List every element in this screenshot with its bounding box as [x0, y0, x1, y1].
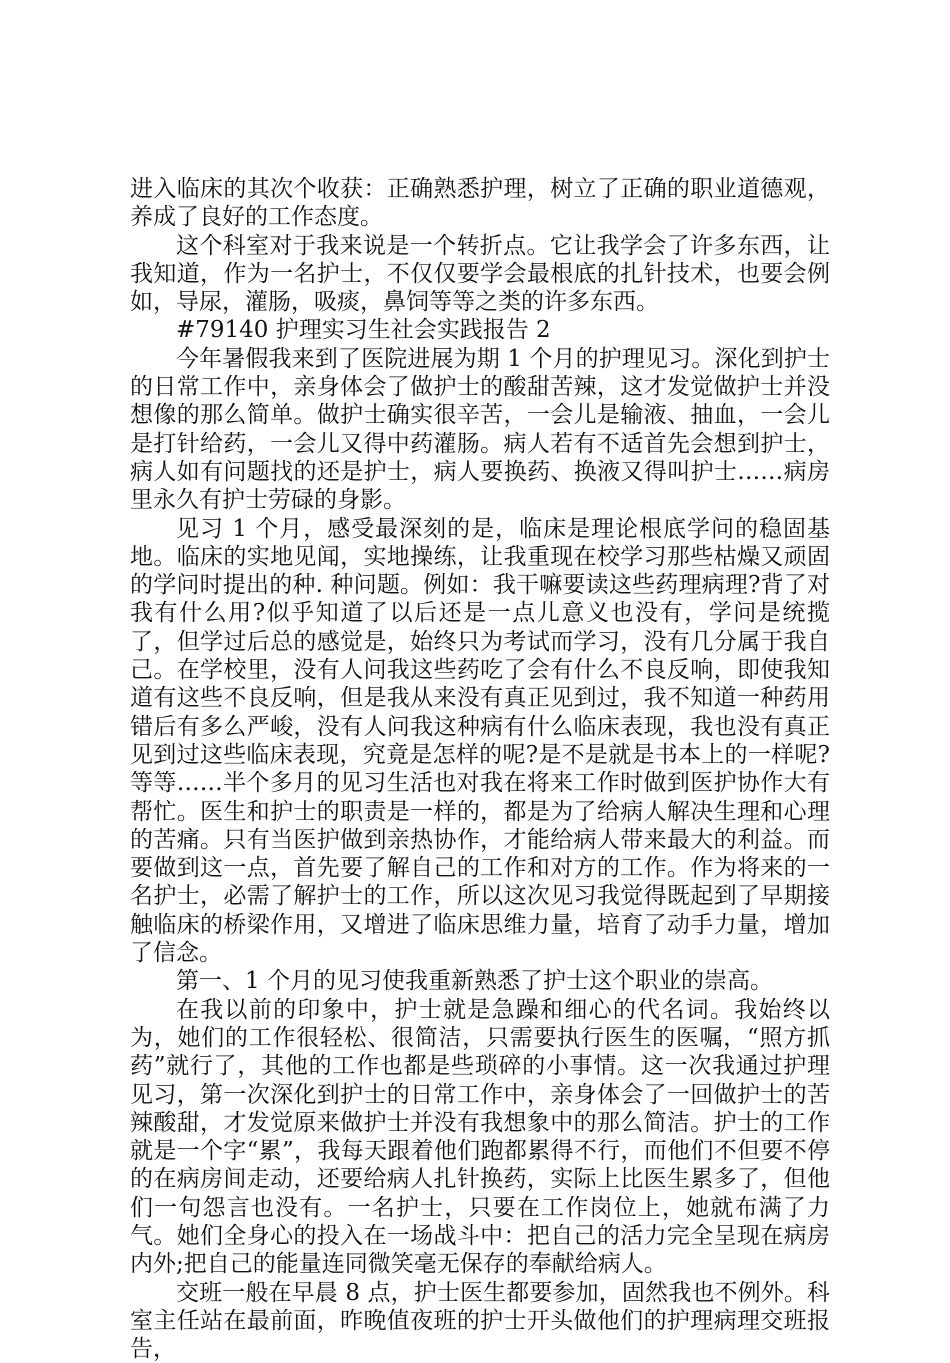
document-body	[130, 175, 830, 1363]
section-heading: #79140 护理实习生社会实践报告 2	[176, 317, 551, 344]
paragraph: 见习 1 个月，感受最深刻的是，临床是理论根底学问的稳固基地。临床的实地见闻，实地操练，让我重现在校学习那些枯燥又顽固的学问时提出的种. 种问题。例如：我干嘛要读这些药理病理?背了对我有什么用?似乎知道了以后还是一点儿意义也没有，学问是统揽了，但学过后总的感觉是，始终只为考试而学习，没有几分属于我自己。在学校里，没有人问我这些药吃了会有什么不良反响，即使我知道有这些不良反响，但是我从来没有真正见到过，我不知道一种药用错后有多么严峻，没有人问我这种病有什么临床表现，我也没有真正见到过这些临床表现，究竟是怎样的呢?是不是就是书本上的一样呢?等等……半个多月的见习生活也对我在将来工作时做到医护协作大有帮忙。医生和护士的职责是一样的，都是为了给病人解决生理和心理的苦痛。只有当医护做到亲热协作，才能给病人带来最大的利益。而要做到这一点，首先要了解自己的工作和对方的工作。作为将来的一名护士，必需了解护士的工作，所以这次见习我觉得既起到了早期接触临床的桥梁作用，又增进了临床思维力量，培育了动手力量，增加了信念。	[130, 515, 830, 967]
paragraph: 在我以前的印象中，护士就是急躁和细心的代名词。我始终以为，她们的工作很轻松、很简洁，只需要执行医生的医嘱，“照方抓药”就行了，其他的工作也都是些琐碎的小事情。这一次我通过护理见习，第一次深化到护士的日常工作中，亲身体会了一回做护士的苦辣酸甜，才发觉原来做护士并没有我想象中的那么简洁。护士的工作就是一个字“累”，我每天跟着他们跑都累得不行，而他们不但要不停的在病房间走动，还要给病人扎针换药，实际上比医生累多了，但他们一句怨言也没有。一名护士，只要在工作岗位上，她就布满了力气。她们全身心的投入在一场战斗中：把自己的活力完全呈现在病房内外;把自己的能量连同微笑毫无保存的奉献给病人。	[130, 996, 830, 1278]
paragraph: 交班一般在早晨 8 点，护士医生都要参加，固然我也不例外。科室主任站在最前面，昨晚值夜班的护士开头做他们的护理病理交班报告，	[130, 1279, 830, 1363]
paragraph: 这个科室对于我来说是一个转折点。它让我学会了许多东西，让我知道，作为一名护士，不仅仅要学会最根底的扎针技术，也要会例如，导尿，灌肠，吸痰，鼻饲等等之类的许多东西。	[130, 232, 830, 316]
paragraph: 第一、1 个月的见习使我重新熟悉了护士这个职业的崇高。	[176, 968, 773, 995]
paragraph: 进入临床的其次个收获：正确熟悉护理，树立了正确的职业道德观，养成了良好的工作态度。	[130, 176, 830, 231]
paragraph: 今年暑假我来到了医院进展为期 1 个月的护理见习。深化到护士的日常工作中，亲身体会了做护士的酸甜苦辣，这才发觉做护士并没想像的那么简单。做护士确实很辛苦，一会儿是输液、抽血，一会儿是打针给药，一会儿又得中药灌肠。病人若有不适首先会想到护士，病人如有问题找的还是护士，病人要换药、换液又得叫护士……病房里永久有护士劳碌的身影。	[130, 345, 830, 514]
